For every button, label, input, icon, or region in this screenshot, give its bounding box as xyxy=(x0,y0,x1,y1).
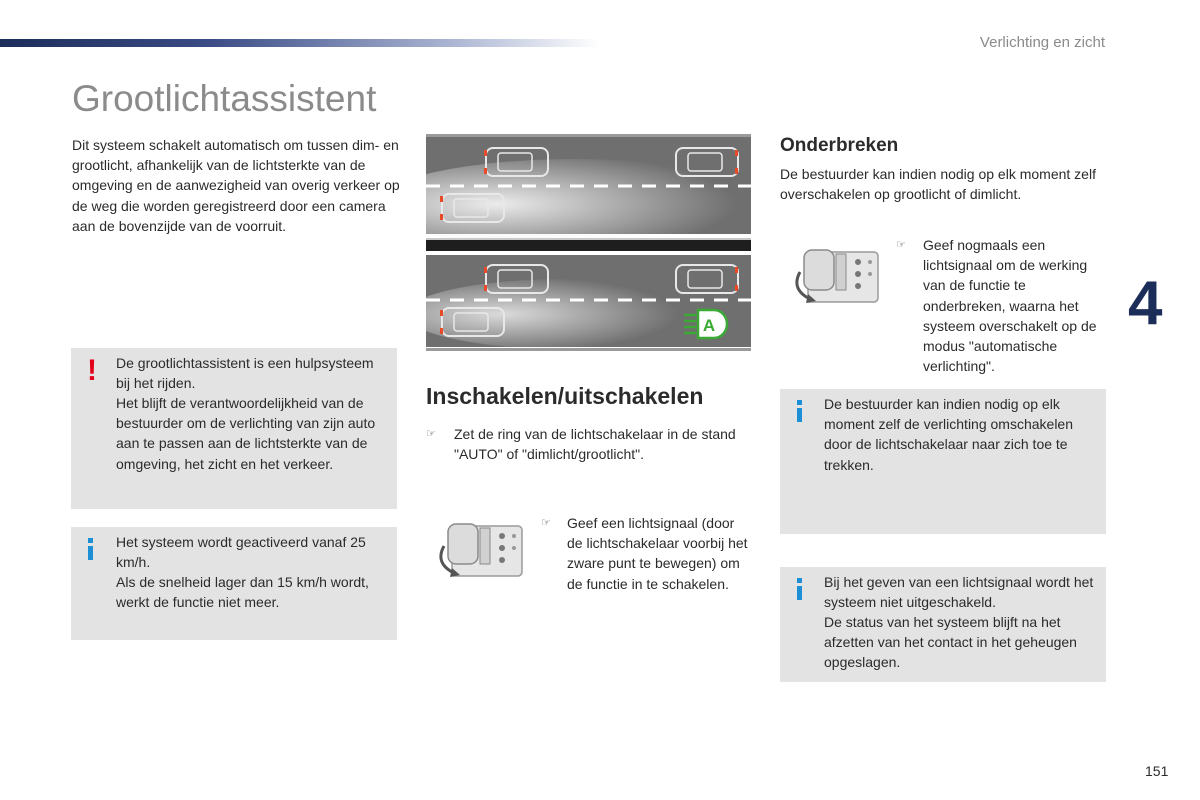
info-note-manual xyxy=(780,389,1106,534)
interrupt-step-text: Geef nogmaals een lichtsignaal om de werking van de functie te onderbreken, waarna het systeem overschakelt op de modus "automatische verlichting". xyxy=(923,237,1097,375)
chapter-number: 4 xyxy=(1128,269,1163,338)
info-note-speed xyxy=(71,527,397,640)
page-number: 151 xyxy=(1145,763,1169,779)
pointing-hand-icon: ☞ xyxy=(896,239,906,251)
high-beam-road-illustration xyxy=(426,134,751,352)
light-switch-stalk-illustration xyxy=(786,244,886,306)
activation-step-1-text: Zet de ring van de lichtschakelaar in de stand "AUTO" of "dimlicht/grootlicht". xyxy=(454,426,736,463)
warning-note-line-2: Het blijft de verantwoordelijkheid van de bestuurder om de verlichting van zijn auto aan te passen aan de lichtsterkte van de omgeving, het zicht en het verkeer. xyxy=(116,395,376,472)
section-title: Verlichting en zicht xyxy=(979,34,1105,51)
info-note-memory xyxy=(780,567,1106,682)
intro-paragraph: Dit systeem schakelt automatisch om tussen dim- en grootlicht, afhankelijk van de lichtsterkte van de omgeving en de aanwezigheid van overig verkeer op de weg die worden geregistreerd door een camera aan de bovenzijde van de voorruit. xyxy=(72,137,400,234)
interrupt-intro: De bestuurder kan indien nodig op elk moment zelf overschakelen op grootlicht of dimlicht. xyxy=(780,166,1096,203)
info-note-speed-line-1: Het systeem wordt geactiveerd vanaf 25 km/h. xyxy=(116,534,366,571)
activation-heading: Inschakelen/uitschakelen xyxy=(426,383,704,409)
warning-note xyxy=(71,348,397,509)
page-title: Grootlichtassistent xyxy=(72,78,377,119)
interrupt-heading: Onderbreken xyxy=(780,135,899,156)
header-accent-bar xyxy=(0,39,600,47)
info-note-manual-text: De bestuurder kan indien nodig op elk moment zelf de verlichting omschakelen door de lichtschakelaar naar zich toe te trekken. xyxy=(824,396,1074,473)
info-note-memory-line-2: De status van het systeem blijft na het afzetten van het contact in het geheugen opgeslagen. xyxy=(824,614,1077,671)
activation-step-2-text: Geef een lichtsignaal (door de lichtschakelaar voorbij het zware punt te bewegen) om de functie in te schakelen. xyxy=(567,515,748,592)
info-note-memory-line-1: Bij het geven van een lichtsignaal wordt het systeem niet uitgeschakeld. xyxy=(824,574,1094,611)
pointing-hand-icon: ☞ xyxy=(541,517,551,529)
pointing-hand-icon: ☞ xyxy=(426,428,436,440)
info-note-speed-line-2: Als de snelheid lager dan 15 km/h wordt, werkt de functie niet meer. xyxy=(116,574,369,611)
warning-exclamation-icon: ! xyxy=(87,354,97,387)
light-switch-stalk-illustration xyxy=(430,518,530,580)
warning-note-line-1: De grootlichtassistent is een hulpsysteem bij het rijden. xyxy=(116,355,374,392)
indicator-letter: A xyxy=(702,316,716,335)
